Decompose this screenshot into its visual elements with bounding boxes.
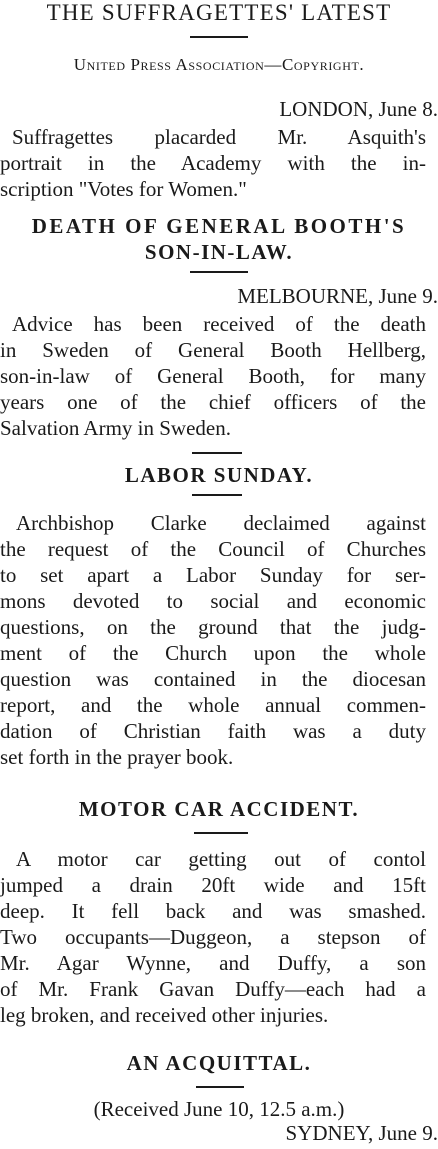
body-line: leg broken, and received other injuries. xyxy=(0,1003,329,1027)
article-heading: DEATH OF GENERAL BOOTH'S xyxy=(31,214,407,238)
dateline: MELBOURNE, June 9. xyxy=(237,284,438,308)
body-line: jumped a drain 20ft wide and 15ft xyxy=(0,873,426,897)
dateline: LONDON, June 8. xyxy=(279,97,438,121)
body-line: ment of the Church upon the whole xyxy=(0,641,426,665)
body-line: deep. It fell back and was smashed. xyxy=(0,899,426,923)
divider-rule xyxy=(190,271,248,273)
dateline: SYDNEY, June 9. xyxy=(285,1121,438,1145)
body-line: Advice has been received of the death xyxy=(12,312,426,336)
body-line: son-in-law of General Booth, for many xyxy=(0,364,426,388)
article-heading: AN ACQUITTAL. xyxy=(126,1051,312,1075)
divider-rule xyxy=(196,1086,244,1088)
body-line: A motor car getting out of contol xyxy=(16,847,426,871)
body-line: questions, on the ground that the judg- xyxy=(0,615,426,639)
body-line: dation of Christian faith was a duty xyxy=(0,719,426,743)
body-line: the request of the Council of Churches xyxy=(0,537,426,561)
body-line: scription "Votes for Women." xyxy=(0,177,247,201)
body-line: mons devoted to social and economic xyxy=(0,589,426,613)
received-note: (Received June 10, 12.5 a.m.) xyxy=(93,1097,345,1121)
body-line: report, and the whole annual commen- xyxy=(0,693,426,717)
article-heading: LABOR SUNDAY. xyxy=(124,463,314,487)
body-line: question was contained in the diocesan xyxy=(0,667,426,691)
divider-rule xyxy=(192,494,242,496)
article-heading: THE SUFFRAGETTES' LATEST xyxy=(46,0,392,25)
body-line: of Mr. Frank Gavan Duffy—each had a xyxy=(0,977,426,1001)
body-line: to set apart a Labor Sunday for ser- xyxy=(0,563,426,587)
article-heading: MOTOR CAR ACCIDENT. xyxy=(78,797,360,821)
body-line: Suffragettes placarded Mr. Asquith's xyxy=(12,125,426,149)
body-line: Mr. Agar Wynne, and Duffy, a son xyxy=(0,951,426,975)
body-line: Archbishop Clarke declaimed against xyxy=(16,511,426,535)
divider-rule xyxy=(194,832,248,834)
divider-rule xyxy=(190,36,248,38)
body-line: Salvation Army in Sweden. xyxy=(0,416,231,440)
body-line: years one of the chief officers of the xyxy=(0,390,426,414)
body-line: portrait in the Academy with the in- xyxy=(0,151,426,175)
body-line: in Sweden of General Booth Hellberg, xyxy=(0,338,426,362)
body-line: Two occupants—Duggeon, a stepson of xyxy=(0,925,426,949)
body-line: set forth in the prayer book. xyxy=(0,745,234,769)
article-heading: SON-IN-LAW. xyxy=(144,240,294,264)
credit-line: United Press Association—Copyright. xyxy=(73,55,365,74)
divider-rule xyxy=(192,452,242,454)
